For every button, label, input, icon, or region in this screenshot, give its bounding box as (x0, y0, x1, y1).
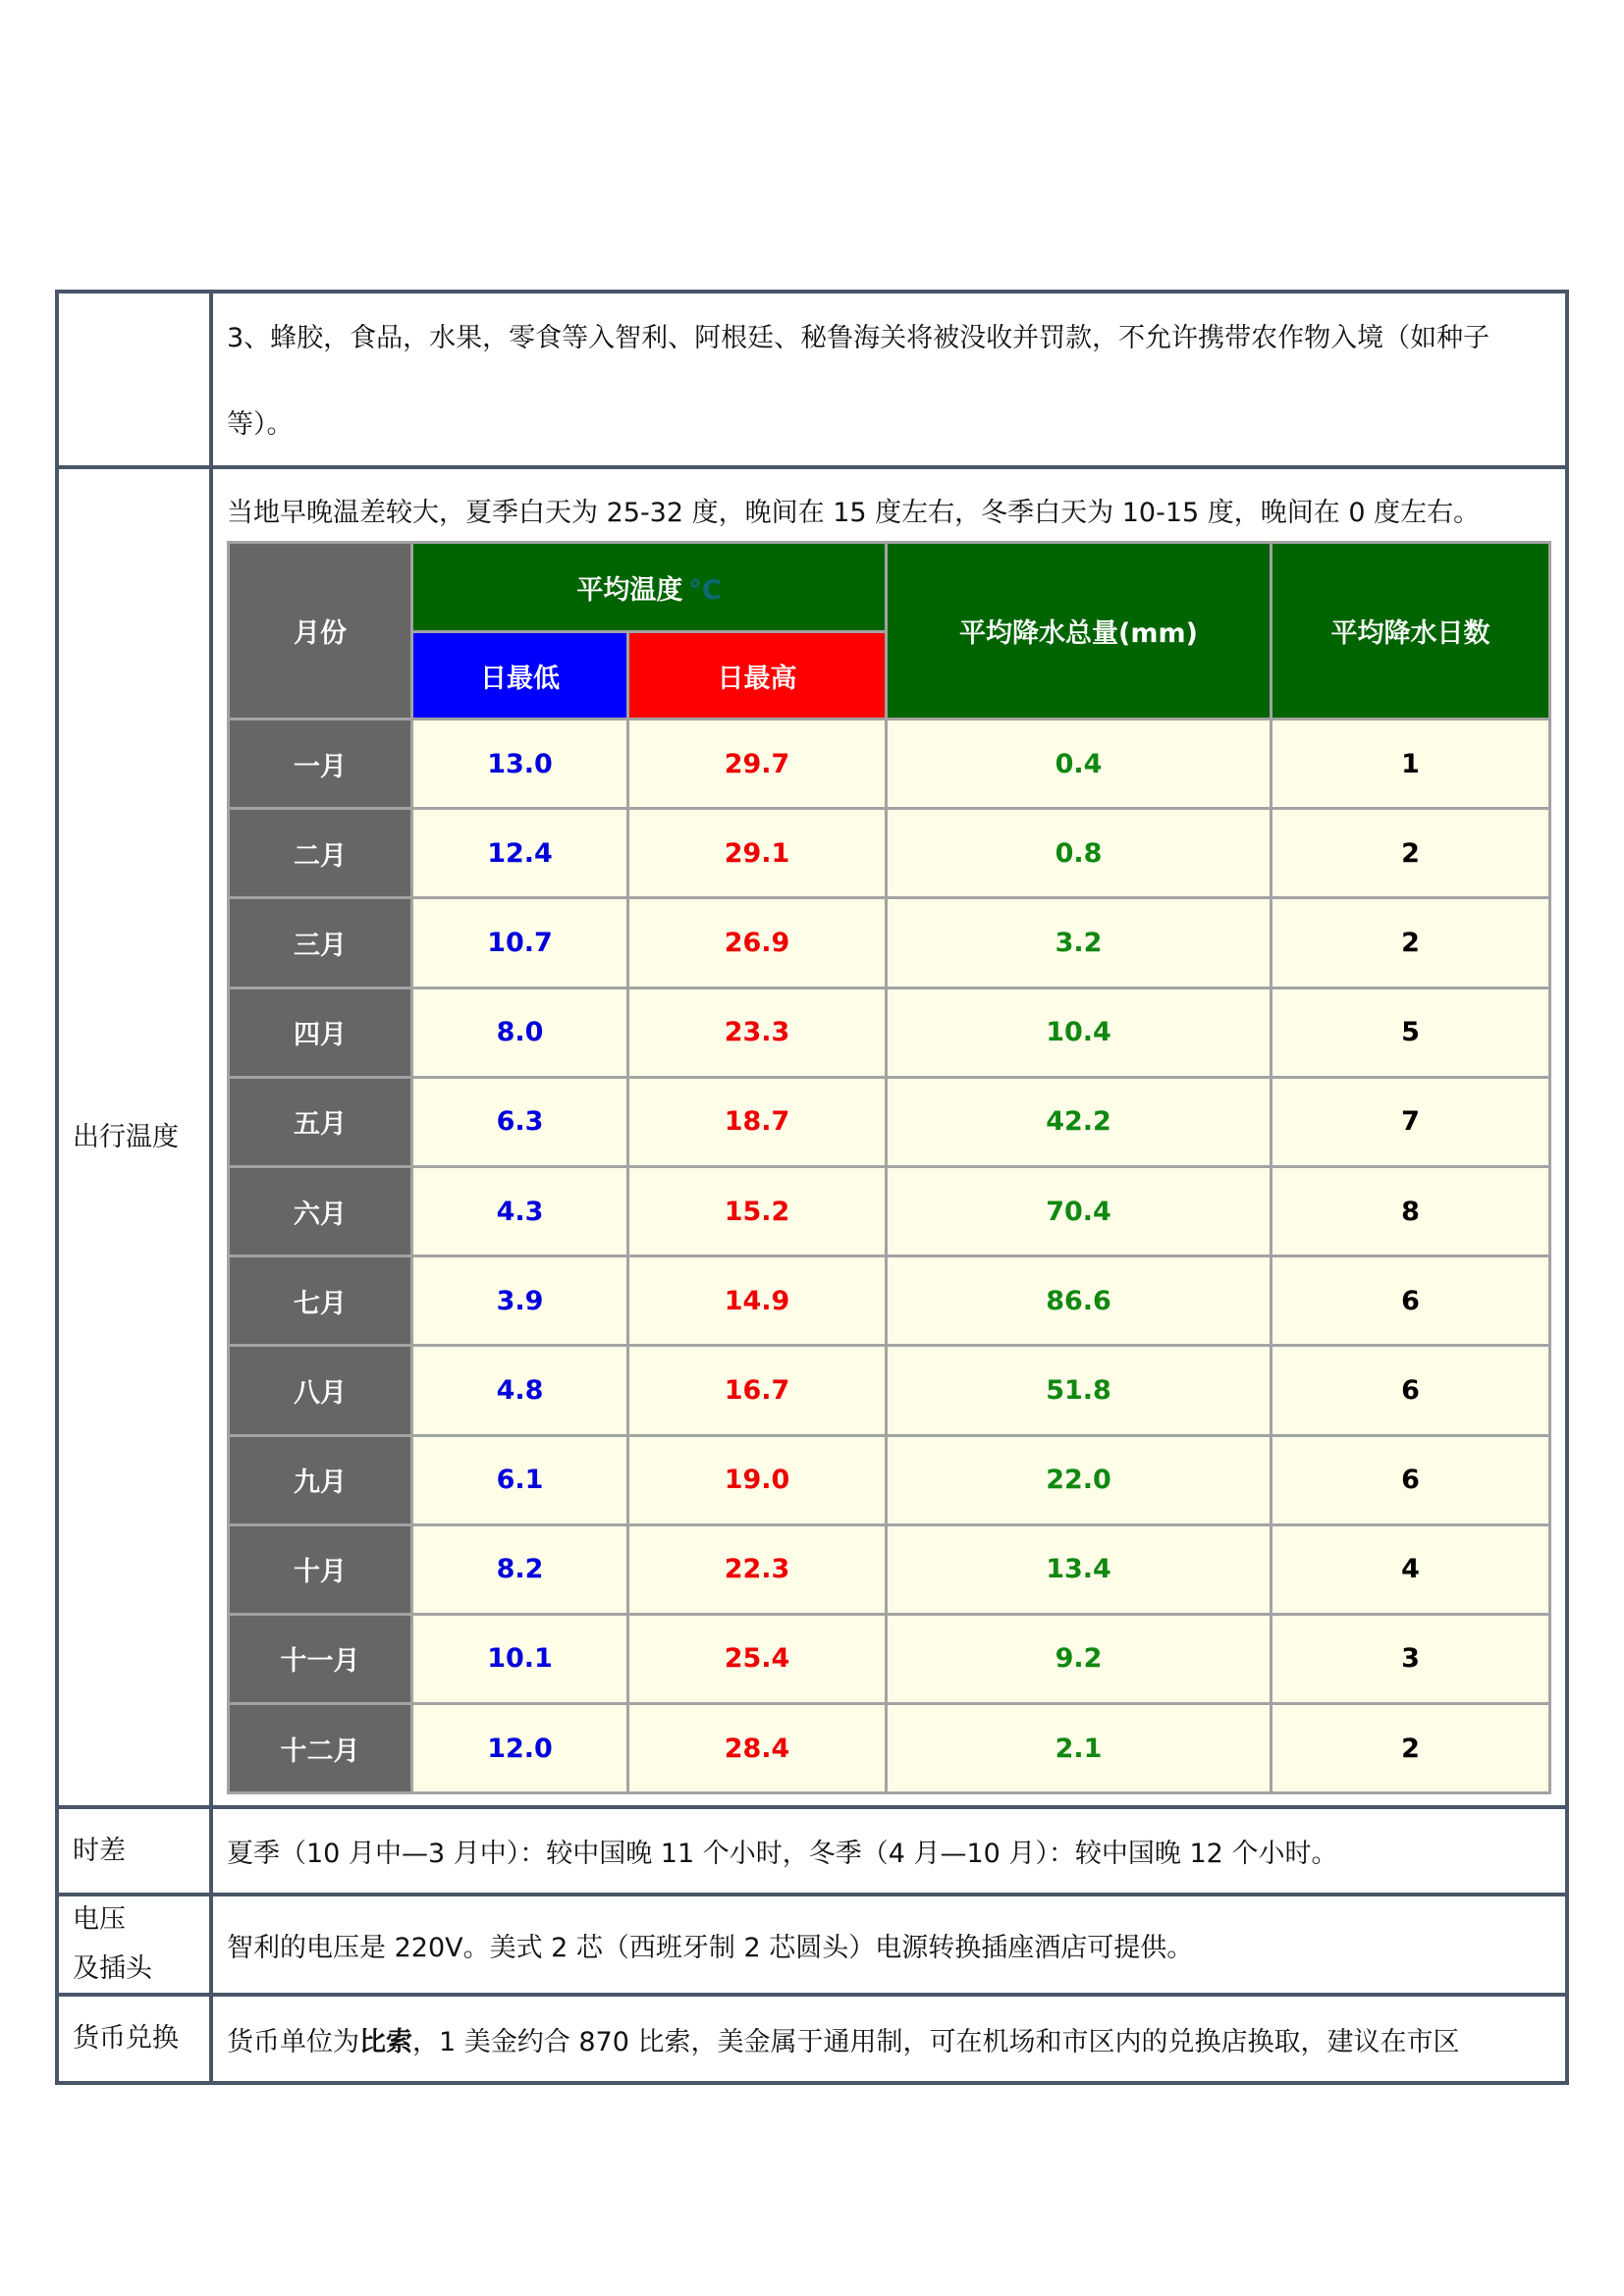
travel-info-table (55, 290, 1569, 2085)
currency-text (213, 1997, 1565, 2081)
precip-total-cell: 13.4 (887, 1524, 1272, 1614)
precip-total-cell: 3.2 (887, 898, 1272, 988)
month-cell: 十一月 (229, 1614, 412, 1703)
avg-temp-label: 平均温度 (576, 574, 683, 606)
daily-high-cell: 28.4 (628, 1704, 887, 1793)
header-avg-temp (412, 543, 887, 632)
precip-days-cell: 6 (1272, 1346, 1550, 1435)
voltage-label-line1: 电压 (73, 1904, 126, 1935)
month-cell: 九月 (229, 1435, 412, 1524)
row-label-customs (59, 294, 213, 465)
daily-low-cell: 6.1 (412, 1435, 628, 1524)
daily-low-cell: 6.3 (412, 1077, 628, 1166)
daily-high-cell: 29.1 (628, 809, 887, 898)
temperature-intro: 当地早晚温差较大，夏季白天为 25-32 度，晚间在 15 度左右，冬季白天为 10-15 度，晚间在 0 度左右。 (227, 498, 1481, 528)
row-label-currency: 货币兑换 (59, 1997, 213, 2081)
row-label-voltage (59, 1896, 213, 1993)
table-row (229, 809, 1550, 898)
month-cell: 五月 (229, 1077, 412, 1166)
precip-days-cell: 3 (1272, 1614, 1550, 1703)
daily-high-cell: 15.2 (628, 1166, 887, 1255)
precip-days-cell: 5 (1272, 988, 1550, 1077)
table-row (229, 1435, 1550, 1524)
table-row (229, 1166, 1550, 1255)
precip-total-cell: 51.8 (887, 1346, 1272, 1435)
precip-days-cell: 1 (1272, 720, 1550, 809)
precip-days-cell: 2 (1272, 1704, 1550, 1793)
header-month: 月份 (229, 543, 412, 720)
time-difference-text: 夏季（10 月中—3 月中）：较中国晚 11 个小时，冬季（4 月—10 月）：较中国晚 12 个小时。 (227, 1839, 1338, 1869)
daily-high-cell: 19.0 (628, 1435, 887, 1524)
daily-low-cell: 10.1 (412, 1614, 628, 1703)
month-cell: 二月 (229, 809, 412, 898)
precip-total-cell: 0.8 (887, 809, 1272, 898)
table-row (229, 1077, 1550, 1166)
month-cell: 十月 (229, 1524, 412, 1614)
daily-low-cell: 10.7 (412, 898, 628, 988)
precip-total-cell: 2.1 (887, 1704, 1272, 1793)
daily-low-cell: 8.2 (412, 1524, 628, 1614)
daily-high-cell: 23.3 (628, 988, 887, 1077)
voltage-label-line2: 及插头 (73, 1953, 152, 1984)
daily-high-cell: 18.7 (628, 1077, 887, 1166)
daily-low-cell: 13.0 (412, 720, 628, 809)
precip-total-cell: 70.4 (887, 1166, 1272, 1255)
month-cell: 十二月 (229, 1704, 412, 1793)
customs-text: 3、蜂胶，食品，水果，零食等入智利、阿根廷、秘鲁海关将被没收并罚款，不允许携带农作物入境（如种子等）。 (227, 323, 1490, 440)
month-cell: 八月 (229, 1346, 412, 1435)
row-voltage (59, 1893, 1565, 1993)
row-label-temperature: 出行温度 (59, 469, 213, 1805)
daily-high-cell: 16.7 (628, 1346, 887, 1435)
daily-high-cell: 26.9 (628, 898, 887, 988)
daily-high-cell: 22.3 (628, 1524, 887, 1614)
table-row (229, 1614, 1550, 1703)
precip-days-cell: 6 (1272, 1435, 1550, 1524)
precip-days-cell: 6 (1272, 1256, 1550, 1346)
precip-days-cell: 2 (1272, 898, 1550, 988)
daily-low-cell: 8.0 (412, 988, 628, 1077)
precip-total-cell: 42.2 (887, 1077, 1272, 1166)
precip-days-cell: 7 (1272, 1077, 1550, 1166)
header-precip-days: 平均降水日数 (1272, 543, 1550, 720)
row-customs (59, 294, 1565, 465)
daily-high-cell: 25.4 (628, 1614, 887, 1703)
month-cell: 七月 (229, 1256, 412, 1346)
daily-high-cell: 14.9 (628, 1256, 887, 1346)
daily-low-cell: 3.9 (412, 1256, 628, 1346)
row-time-difference (59, 1805, 1565, 1893)
daily-high-cell: 29.7 (628, 720, 887, 809)
table-row (229, 1256, 1550, 1346)
month-cell: 六月 (229, 1166, 412, 1255)
currency-text-before: 货币单位为 (227, 2026, 359, 2057)
precip-total-cell: 10.4 (887, 988, 1272, 1077)
table-row (229, 988, 1550, 1077)
currency-text-after: ，1 美金约合 870 比索，美金属于通用制，可在机场和市区内的兑换店换取，建议在市区 (412, 2026, 1460, 2057)
precip-days-cell: 4 (1272, 1524, 1550, 1614)
month-cell: 一月 (229, 720, 412, 809)
table-row (229, 898, 1550, 988)
celsius-unit: °C (688, 574, 722, 606)
daily-low-cell: 4.8 (412, 1346, 628, 1435)
daily-low-cell: 12.4 (412, 809, 628, 898)
row-temperature (59, 465, 1565, 1805)
precip-total-cell: 0.4 (887, 720, 1272, 809)
climate-table (227, 541, 1551, 1794)
table-row (229, 1704, 1550, 1793)
row-currency (59, 1993, 1565, 2081)
header-precip-total: 平均降水总量(mm) (887, 543, 1272, 720)
daily-low-cell: 4.3 (412, 1166, 628, 1255)
precip-days-cell: 8 (1272, 1166, 1550, 1255)
table-row (229, 1524, 1550, 1614)
voltage-text: 智利的电压是 220V。美式 2 芯（西班牙制 2 芯圆头）电源转换插座酒店可提供。 (227, 1932, 1194, 1963)
precip-total-cell: 9.2 (887, 1614, 1272, 1703)
precip-days-cell: 2 (1272, 809, 1550, 898)
daily-low-cell: 12.0 (412, 1704, 628, 1793)
precip-total-cell: 86.6 (887, 1256, 1272, 1346)
header-daily-low: 日最低 (412, 632, 628, 720)
month-cell: 四月 (229, 988, 412, 1077)
precip-total-cell: 22.0 (887, 1435, 1272, 1524)
table-row (229, 1346, 1550, 1435)
header-daily-high: 日最高 (628, 632, 887, 720)
row-label-time-difference: 时差 (59, 1809, 213, 1893)
month-cell: 三月 (229, 898, 412, 988)
currency-unit-bold: 比索 (359, 2026, 412, 2057)
table-row (229, 720, 1550, 809)
